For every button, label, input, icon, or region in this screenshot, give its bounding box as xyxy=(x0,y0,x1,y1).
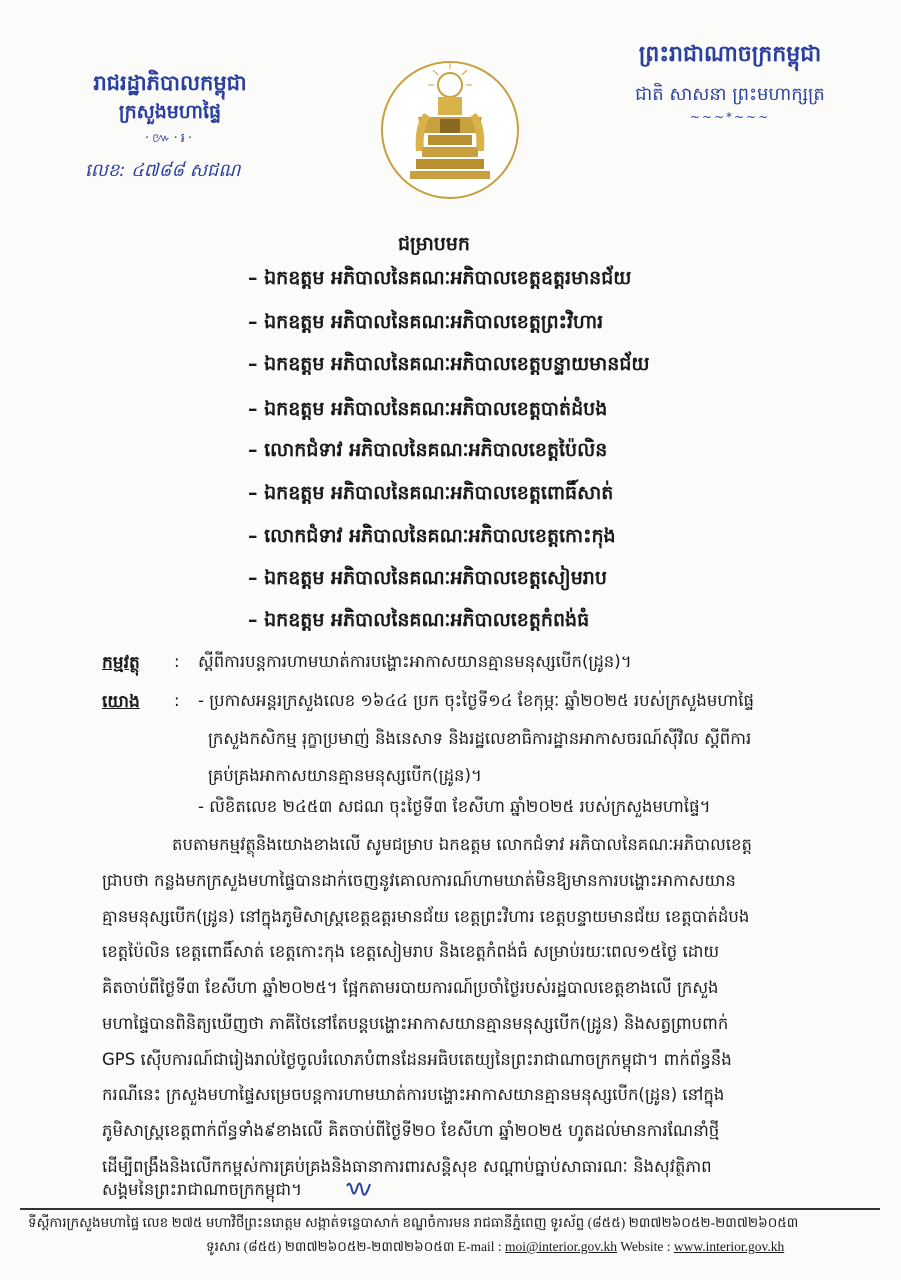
footer-email-link[interactable]: moi@interior.gov.kh xyxy=(505,1239,618,1254)
subject-colon: : xyxy=(174,652,180,671)
recipient-item: – លោកជំទាវ អភិបាលនៃគណៈអភិបាលខេត្តកោះកុង xyxy=(248,525,616,547)
recipient-item: – ឯកឧត្តម អភិបាលនៃគណៈអភិបាលខេត្តសៀមរាប xyxy=(248,567,607,589)
body-line: មហាផ្ទៃបានពិនិត្យឃើញថា ភាគីថៃនៅតែបន្តបង្ហោះអាកាសយានគ្មានមនុស្សបើក(ដ្រូន) និងសត្វព្រាបពាក់ xyxy=(102,1014,729,1033)
recipient-item: – ឯកឧត្តម អភិបាលនៃគណៈអភិបាលខេត្តបាត់ដំបង xyxy=(248,398,608,420)
footer-address: ទីស្តីការក្រសួងមហាផ្ទៃ លេខ ២៧៥ មហាវិថីព្រះនរោត្តម សង្កាត់ទន្លេបាសាក់ ខណ្ឌចំការមន រាជធានីភ្នំពេញ ទូរស័ព្ទ (៨៥៥) ២៣៧២៦០៥២-២៣៧២៦០៥៣ xyxy=(28,1215,799,1230)
reference-line: គ្រប់គ្រងអាកាសយានគ្មានមនុស្សបើក(ដ្រូន)។ xyxy=(208,766,482,785)
footer-website-link[interactable]: www.interior.gov.kh xyxy=(673,1239,785,1254)
body-line: ករណីនេះ ក្រសួងមហាផ្ទៃសម្រេចបន្តការហាមឃាត់ការបង្ហោះអាកាសយានគ្មានមនុស្សបើក(ដ្រូន) នៅក្នុង xyxy=(102,1085,725,1104)
reference-line: - លិខិតលេខ ២៤៥៣ សជណ ចុះថ្ងៃទី៣ ខែសីហា ឆ្នាំ២០២៥ របស់ក្រសួងមហាផ្ទៃ។ xyxy=(198,797,711,816)
subject-label: កម្មវត្ថុ xyxy=(102,653,140,673)
body-line: ដើម្បីពង្រឹងនិងលើកកម្ពស់ការគ្រប់គ្រងនិងធានាការពារសន្តិសុខ សណ្តាប់ធ្នាប់សាធារណៈ និងសុវត្ថិភាព xyxy=(102,1157,712,1176)
recipient-item: – ឯកឧត្តម អភិបាលនៃគណៈអភិបាលខេត្តឧត្តរមានជ័យ xyxy=(248,267,632,289)
recipient-item: – ឯកឧត្តម អភិបាលនៃគណៈអភិបាលខេត្តពោធិ៍សាត់ xyxy=(248,482,614,504)
ministry-name: ក្រសួងមហាផ្ទៃ xyxy=(118,101,222,123)
body-line: គិតចាប់ពីថ្ងៃទី៣ ខែសីហា ឆ្នាំ២០២៥។ ផ្អែកតាមរបាយការណ៍ប្រចាំថ្ងៃរបស់រដ្ឋបាលខេត្តខាងលើ ក្រសួង xyxy=(102,978,719,997)
reference-line: ក្រសួងកសិកម្ម រុក្ខាប្រមាញ់ និងនេសាទ និងរដ្ឋលេខាធិការដ្ឋានអាកាសចរណ៍ស៊ីវិល ស្តីពីការ xyxy=(208,729,752,748)
footer-divider xyxy=(20,1208,880,1210)
reference-number: លេខ: ៤៧៨៨ សជណ xyxy=(85,160,241,181)
recipient-item: – ឯកឧត្តម អភិបាលនៃគណៈអភិបាលខេត្តកំពង់ធំ xyxy=(248,609,590,631)
reference-label: យោង xyxy=(102,692,140,712)
national-motto: ជាតិ សាសនា ព្រះមហាក្សត្រ xyxy=(635,84,825,105)
body-line: ភូមិសាស្ត្រខេត្តពាក់ព័ន្ធទាំង៩ខាងលើ គិតចាប់ពីថ្ងៃទី២០ ខែសីហា ឆ្នាំ២០២៥ ហូតដល់មានការណែនាំថ្មី xyxy=(102,1121,720,1140)
footer-website-label: Website : xyxy=(620,1239,671,1254)
royal-emblem-icon xyxy=(378,55,523,205)
recipient-item: – ឯកឧត្តម អភិបាលនៃគណៈអភិបាលខេត្តបន្ទាយមានជ័យ xyxy=(248,353,650,375)
recipients-title: ជម្រាបមក xyxy=(398,233,470,255)
recipient-item: – លោកជំទាវ អភិបាលនៃគណៈអភិបាលខេត្តប៉ៃលិន xyxy=(248,439,608,461)
reference-colon: : xyxy=(174,691,180,710)
body-line: ជ្រាបថា កន្លងមកក្រសួងមហាផ្ទៃបានដាក់ចេញនូវគោលការណ៍ហាមឃាត់មិនឱ្យមានការបង្ហោះអាកាសយាន xyxy=(102,871,736,890)
right-ornament: ~~~*~~~ xyxy=(689,110,771,124)
body-line: តបតាមកម្មវត្ថុនិងយោងខាងលើ សូមជម្រាប ឯកឧត្តម លោកជំទាវ អភិបាលនៃគណៈអភិបាលខេត្ត xyxy=(172,835,752,854)
body-line: សង្គមនៃព្រះរាជាណាចក្រកម្ពុជា។ xyxy=(102,1180,302,1199)
footer-fax: ទូរសារ (៨៥៥) ២៣៧២៦០៥២-២៣៧២៦០៥៣ E-mail : xyxy=(206,1239,502,1254)
body-line: GPS ស៊ើបការណ៍ជារៀងរាល់ថ្ងៃចូលរំលោភបំពានដែនអធិបតេយ្យនៃព្រះរាជាណាចក្រកម្ពុជា។ ពាក់ព័ន្ធនឹង xyxy=(102,1050,732,1069)
left-ornament: ·៚·៛· xyxy=(145,131,195,146)
body-line: ខេត្តប៉ៃលិន ខេត្តពោធិ៍សាត់ ខេត្តកោះកុង ខេត្តសៀមរាប និងខេត្តកំពង់ធំ សម្រាប់រយៈពេល១៥ថ្ងៃ ដោយ xyxy=(102,942,720,961)
reference-line: - ប្រកាសអន្តរក្រសួងលេខ ១៦៤៤ ប្រក ចុះថ្ងៃទី១៤ ខែកុម្ភៈ ឆ្នាំ២០២៥ របស់ក្រសួងមហាផ្ទៃ xyxy=(198,691,754,710)
initials-signature-icon xyxy=(344,1176,376,1206)
kingdom-title: ព្រះរាជាណាចក្រកម្ពុជា xyxy=(638,42,822,67)
recipient-item: – ឯកឧត្តម អភិបាលនៃគណៈអភិបាលខេត្តព្រះវិហារ xyxy=(248,311,604,333)
government-name: រាជរដ្ឋាភិបាលកម្ពុជា xyxy=(93,71,247,95)
body-line: គ្មានមនុស្សបើក(ដ្រូន) នៅក្នុងភូមិសាស្ត្រខេត្តឧត្តរមានជ័យ ខេត្តព្រះវិហារ ខេត្តបន្ទាយមានជ័យ ខេត្តបាត់ដំបង xyxy=(102,907,750,926)
subject-text: ស្តីពីការបន្តការហាមឃាត់ការបង្ហោះអាកាសយានគ្មានមនុស្សបើក(ដ្រូន)។ xyxy=(198,652,632,671)
footer-contact xyxy=(206,1238,784,1258)
